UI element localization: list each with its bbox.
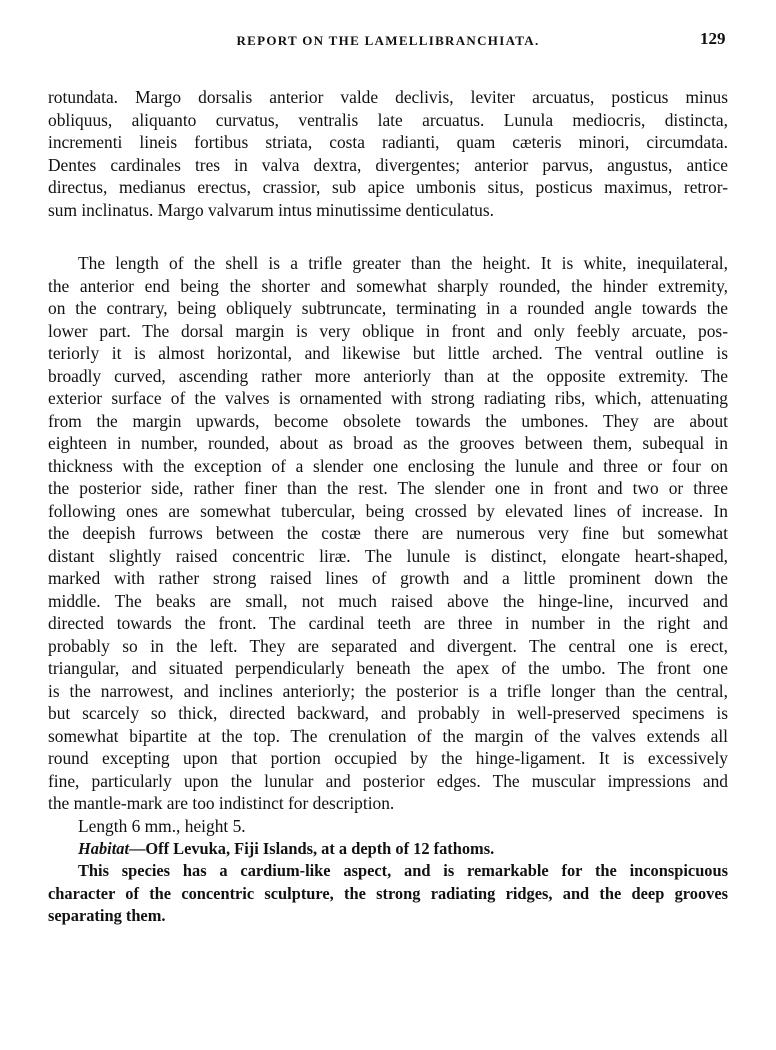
description-line: marked with rather strong raised lines of growth and a little prominent down the	[48, 568, 728, 588]
description-line: broadly curved, ascending rather more anteriorly than at the opposite extremity. The	[48, 365, 728, 386]
remarks-line: character of the concentric sculpture, the strong radiating ridges, and the deep grooves	[48, 883, 728, 903]
latin-description-line: rotundata. Margo dorsalis anterior valde declivis, leviter arcuatus, posticus minus	[48, 87, 728, 107]
description-line: eighteen in number, rounded, about as broad as the grooves between them, subequal in	[48, 433, 728, 453]
description-line: on the contrary, being obliquely subtruncate, terminating in a rounded angle towards the	[48, 298, 728, 318]
remarks-line: separating them.	[48, 906, 166, 925]
description-line: triangular, and situated perpendicularly beneath the apex of the umbo. The front one	[48, 658, 728, 678]
latin-description-line: sum inclinatus. Margo valvarum intus minutissime denticulatus.	[48, 199, 494, 220]
latin-description-line: obliquus, aliquanto curvatus, ventralis late arcuatus. Lunula mediocris, distincta,	[48, 109, 728, 130]
latin-description-line: Dentes cardinales tres in valva dextra, divergentes; anterior parvus, angustus, antice	[48, 154, 728, 175]
habitat-line	[78, 839, 728, 859]
description-line: thickness with the exception of a slender one enclosing the lunule and three or four on	[48, 455, 728, 476]
description-line: directed towards the front. The cardinal teeth are three in number in the right and	[48, 613, 728, 633]
description-line: lower part. The dorsal margin is very oblique in front and only feebly arcuate, pos-	[48, 320, 728, 341]
description-line: teriorly it is almost horizontal, and likewise but little arched. The ventral outline is	[48, 343, 728, 363]
description-line: The length of the shell is a trifle greater than the height. It is white, inequilateral,	[78, 253, 728, 273]
description-line: the anterior end being the shorter and somewhat sharply rounded, the hinder extremity,	[48, 275, 728, 296]
description-line: following ones are somewhat tubercular, being crossed by elevated lines of increase. In	[48, 500, 728, 521]
page-number: 129	[700, 29, 726, 48]
latin-description-line: incrementi lineis fortibus striata, costa radianti, quam cæteris minori, circumdata.	[48, 132, 728, 152]
description-line: middle. The beaks are small, not much raised above the hinge-line, incurved and	[48, 590, 728, 611]
description-line: the mantle-mark are too indistinct for description.	[48, 793, 395, 813]
habitat-label: Habitat	[78, 839, 129, 858]
description-line: the deepish furrows between the costæ there are numerous very fine but somewhat	[48, 523, 728, 543]
description-line: from the margin upwards, become obsolete towards the umbones. They are about	[48, 410, 728, 431]
description-line: the posterior side, rather finer than the rest. The slender one in front and two or three	[48, 478, 728, 498]
description-line: but scarcely so thick, directed backward, and probably in well-preserved specimens is	[48, 703, 728, 723]
description-line: fine, particularly upon the lunular and posterior edges. The muscular impressions and	[48, 770, 728, 791]
remarks-line: This species has a cardium-like aspect, and is remarkable for the inconspicuous	[78, 861, 728, 880]
description-line: probably so in the left. They are separated and divergent. The central one is erect,	[48, 635, 728, 656]
description-line: distant slightly raised concentric liræ. The lunule is distinct, elongate heart-shaped,	[48, 545, 728, 566]
measurements: Length 6 mm., height 5.	[78, 816, 246, 836]
description-line: is the narrowest, and inclines anteriorly; the posterior is a trifle longer than the central,	[48, 680, 728, 701]
running-title: REPORT ON THE LAMELLIBRANCHIATA.	[236, 33, 540, 48]
description-line: round excepting upon that portion occupied by the hinge-ligament. It is excessively	[48, 748, 728, 768]
habitat-text: —Off Levuka, Fiji Islands, at a depth of 12 fathoms.	[129, 839, 495, 858]
description-line: somewhat bipartite at the top. The crenulation of the margin of the valves extends all	[48, 725, 728, 746]
description-line: exterior surface of the valves is ornamented with strong radiating ribs, which, attenuating	[48, 388, 728, 408]
latin-description-line: directus, medianus erectus, crassior, sub apice umbonis situs, posticus maximus, retror-	[48, 177, 728, 197]
